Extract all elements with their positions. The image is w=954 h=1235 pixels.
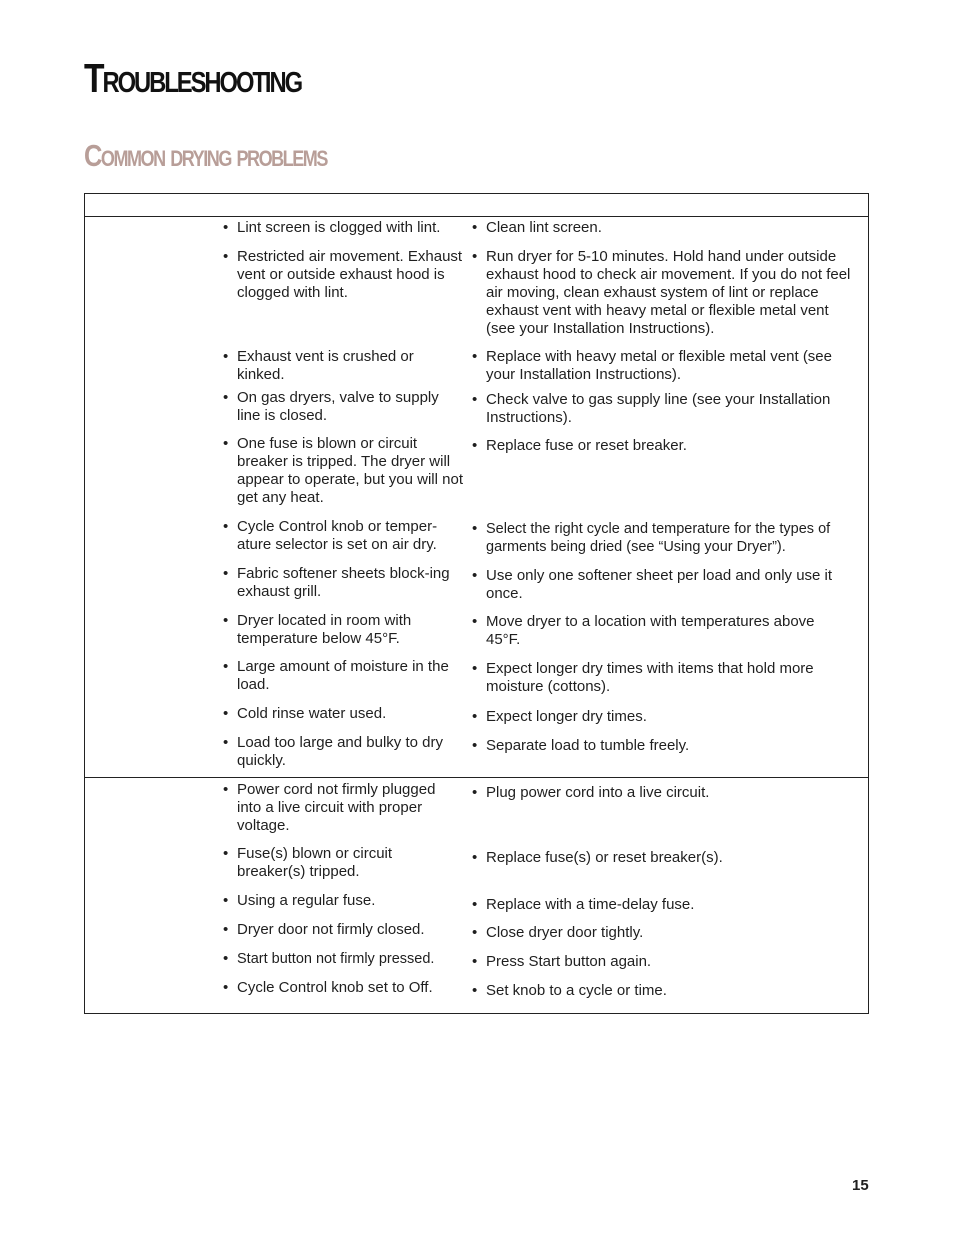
page-number: 15 <box>852 1177 869 1194</box>
troubleshooting-table <box>84 193 869 1014</box>
solution-item: • Expect longer dry times with items that hold more moisture (cottons). <box>472 660 852 696</box>
solution-item: • Set knob to a cycle or time. <box>472 982 852 1000</box>
solution-item: • Check valve to gas supply line (see your Installation Instructions). <box>472 391 852 427</box>
section-divider <box>85 777 868 778</box>
cause-item: • Dryer located in room with temperature below 45°F. <box>223 612 463 648</box>
solution-item: • Replace fuse or reset breaker. <box>472 437 852 455</box>
cause-item: • Cold rinse water used. <box>223 705 463 723</box>
solution-item: • Use only one softener sheet per load and only use it once. <box>472 567 852 603</box>
cause-item: • Load too large and bulky to dry quickly. <box>223 734 463 770</box>
solution-item: • Move dryer to a location with temperatures above 45°F. <box>472 613 852 649</box>
table-header-row <box>85 194 868 217</box>
cause-item: • Fuse(s) blown or circuit breaker(s) tripped. <box>223 845 463 881</box>
cause-item: • Cycle Control knob set to Off. <box>223 979 463 997</box>
cause-item: • Restricted air movement. Exhaust vent or outside exhaust hood is clogged with lint. <box>223 248 463 302</box>
solution-item: • Replace with heavy metal or flexible metal vent (see your Installation Instructions). <box>472 348 852 384</box>
solution-item: • Press Start button again. <box>472 953 852 971</box>
page-title: Troubleshooting <box>84 55 302 101</box>
cause-item: • Lint screen is clogged with lint. <box>223 219 463 237</box>
cause-item: • Fabric softener sheets block-ing exhaust grill. <box>223 565 463 601</box>
cause-item: • Start button not firmly pressed. <box>223 950 463 968</box>
solution-item: • Select the right cycle and temperature for the types of garments being dried (see “Using your Dryer”). <box>472 520 852 556</box>
cause-item: • Using a regular fuse. <box>223 892 463 910</box>
solution-item: • Replace fuse(s) or reset breaker(s). <box>472 849 852 867</box>
solution-item: • Plug power cord into a live circuit. <box>472 784 852 802</box>
solution-item: • Expect longer dry times. <box>472 708 852 726</box>
cause-item: • Cycle Control knob or temper-ature selector is set on air dry. <box>223 518 463 554</box>
cause-item: • Exhaust vent is crushed or kinked. <box>223 348 463 384</box>
solution-item: • Separate load to tumble freely. <box>472 737 852 755</box>
solution-item: • Run dryer for 5-10 minutes. Hold hand under outside exhaust hood to check air movement. If you do not feel air moving, clean exhaust system of lint or replace exhaust vent with heavy metal or flexible metal vent (see your Installation Instructions). <box>472 248 852 338</box>
cause-item: • Power cord not firmly plugged into a live circuit with proper voltage. <box>223 781 463 835</box>
solution-item: • Replace with a time-delay fuse. <box>472 896 852 914</box>
cause-item: • On gas dryers, valve to supply line is closed. <box>223 389 463 425</box>
solution-item: • Clean lint screen. <box>472 219 852 237</box>
cause-item: • One fuse is blown or circuit breaker is tripped. The dryer will appear to operate, but you will not get any heat. <box>223 435 463 507</box>
section-subtitle: Common drying problems <box>84 138 327 173</box>
cause-item: • Large amount of moisture in the load. <box>223 658 463 694</box>
cause-item: • Dryer door not firmly closed. <box>223 921 463 939</box>
solution-item: • Close dryer door tightly. <box>472 924 852 942</box>
